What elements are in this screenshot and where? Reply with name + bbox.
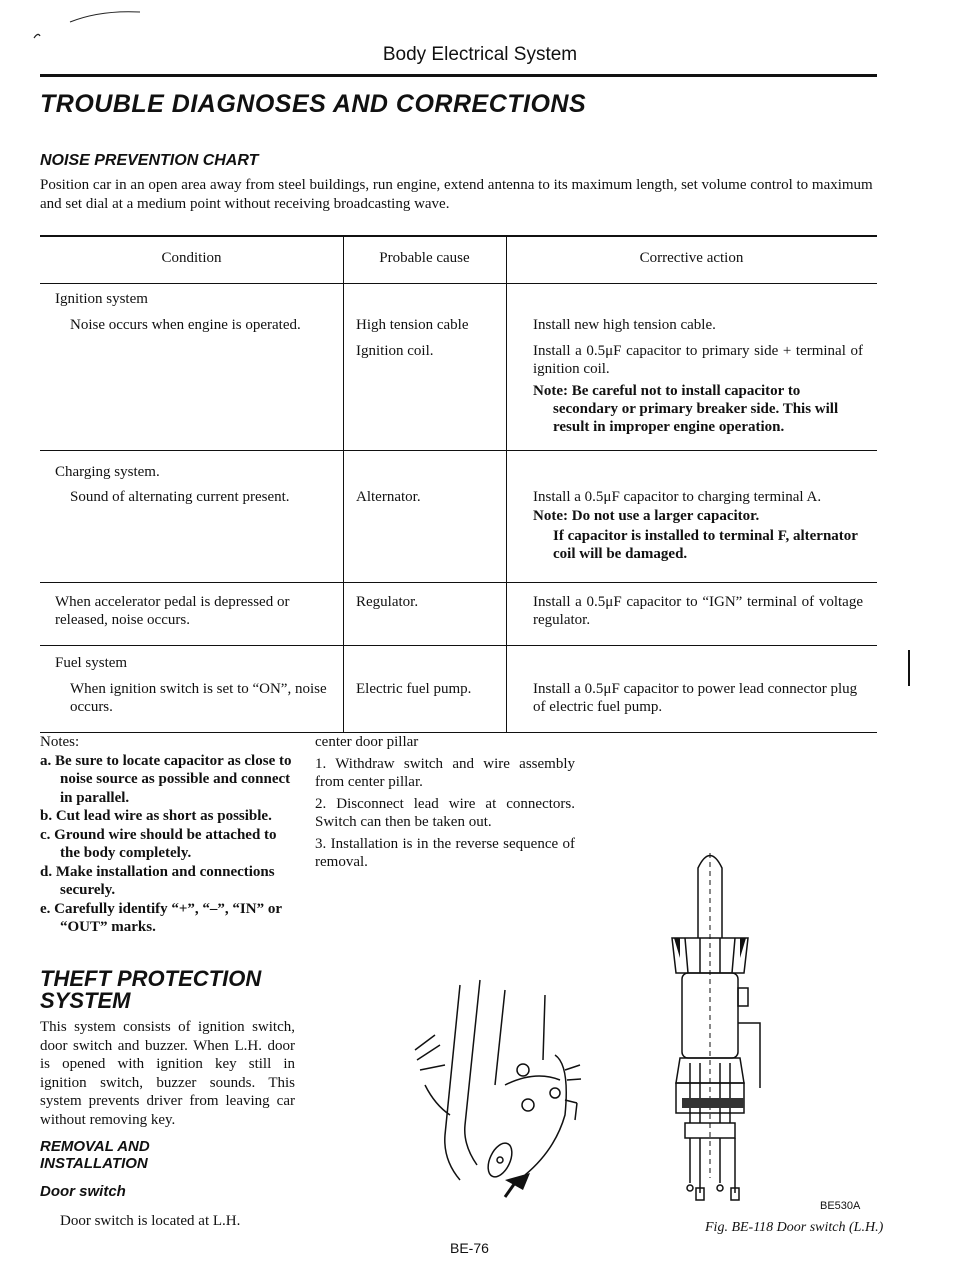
action-text: Install a 0.5μF capacitor to power lead connector plug of electric fuel pump. <box>533 681 858 715</box>
action-text: Install a 0.5μF capacitor to primary side + terminal of ignition coil. <box>533 343 863 377</box>
paragraph: 1. Withdraw switch and wire assembly from center pillar. <box>315 755 575 790</box>
door-switch-illustration <box>640 838 780 1203</box>
action-text: Install a 0.5μF capacitor to “IGN” terminal of voltage regulator. <box>533 594 863 628</box>
door-pillar-illustration <box>405 975 595 1200</box>
action-note: Note: Be careful not to install capacitor to secondary or primary breaker side. This will result in improper engine operation. <box>533 383 839 435</box>
notes-block <box>40 733 300 937</box>
cause-text: Ignition coil. <box>356 343 434 359</box>
figure-caption: Fig. BE-118 Door switch (L.H.) <box>705 1220 884 1235</box>
page-title: TROUBLE DIAGNOSES AND CORRECTIONS <box>40 90 587 118</box>
note-item: e. Carefully identify “+”, “–”, “IN” or “OUT” marks. <box>40 900 282 935</box>
table-column-rule <box>506 235 507 733</box>
table-row-rule <box>40 450 877 451</box>
running-header: Body Electrical System <box>382 44 578 65</box>
action-text: Install a 0.5μF capacitor to charging terminal A. <box>533 489 822 505</box>
condition-text: Sound of alternating current present. <box>70 489 290 505</box>
section-heading <box>40 968 261 1012</box>
cause-text: High tension cable <box>356 317 469 333</box>
chart-title: NOISE PREVENTION CHART <box>40 152 259 169</box>
condition-group: Charging system. <box>55 464 160 480</box>
table-row-rule <box>40 645 877 646</box>
note-item: c. Ground wire should be attached to the body completely. <box>40 826 277 861</box>
page-number: BE-76 <box>450 1240 489 1256</box>
note-item: b. Cut lead wire as short as possible. <box>40 808 272 824</box>
table-row-rule <box>40 582 877 583</box>
paragraph: center door pillar <box>315 734 419 750</box>
middle-column-text <box>315 733 575 875</box>
intro-text: Position car in an open area away from steel buildings, run engine, extend antenna to its maximum length, set volume control to maximum and set dial at a medium point without receiving broadcasting wave. <box>40 177 873 212</box>
condition-group: Ignition system <box>55 291 148 307</box>
condition-text: When accelerator pedal is depressed or released, noise occurs. <box>55 594 290 628</box>
margin-scribble <box>30 2 160 42</box>
header-condition: Condition <box>161 250 222 266</box>
heading-line: REMOVAL AND <box>40 1138 150 1155</box>
paragraph: 2. Disconnect lead wire at connectors. Switch can then be taken out. <box>315 795 575 830</box>
margin-mark <box>908 650 910 686</box>
cause-text: Alternator. <box>356 489 421 505</box>
door-switch-text: Door switch is located at L.H. <box>60 1213 241 1229</box>
header-probable-cause: Probable cause <box>379 250 470 266</box>
table-column-rule <box>343 235 344 733</box>
table-header-rule <box>40 283 877 284</box>
header-corrective-action: Corrective action <box>639 250 744 266</box>
action-note: Note: Do not use a larger capacitor. <box>533 508 760 524</box>
figure-id: BE530A <box>820 1200 861 1212</box>
condition-text: Noise occurs when engine is operated. <box>70 317 301 333</box>
heading-line: THEFT PROTECTION <box>40 966 262 991</box>
note-item: a. Be sure to locate capacitor as close to noise source as possible and connect in parallel. <box>40 752 292 806</box>
paragraph: 3. Installation is in the reverse sequence of removal. <box>315 835 575 870</box>
notes-heading: Notes: <box>40 734 80 750</box>
theft-body: This system consists of ignition switch, door switch and buzzer. When L.H. door is opened with ignition key still in ignition switch, buzzer sounds. This system prevents driver from leaving car without removing key. <box>40 1019 295 1128</box>
cause-text: Regulator. <box>356 594 419 610</box>
action-text: Install new high tension cable. <box>533 317 716 333</box>
subsection-heading <box>40 1138 150 1172</box>
heading-line: SYSTEM <box>40 988 131 1013</box>
action-note: If capacitor is installed to terminal F, alternator coil will be damaged. <box>553 528 858 562</box>
door-switch-heading: Door switch <box>40 1183 126 1200</box>
cause-text: Electric fuel pump. <box>356 681 472 697</box>
condition-group: Fuel system <box>55 655 128 671</box>
condition-text: When ignition switch is set to “ON”, noise occurs. <box>70 681 327 715</box>
note-item: d. Make installation and connections securely. <box>40 863 275 898</box>
table-top-rule <box>40 235 877 237</box>
header-rule <box>40 74 877 77</box>
heading-line: INSTALLATION <box>40 1155 148 1172</box>
